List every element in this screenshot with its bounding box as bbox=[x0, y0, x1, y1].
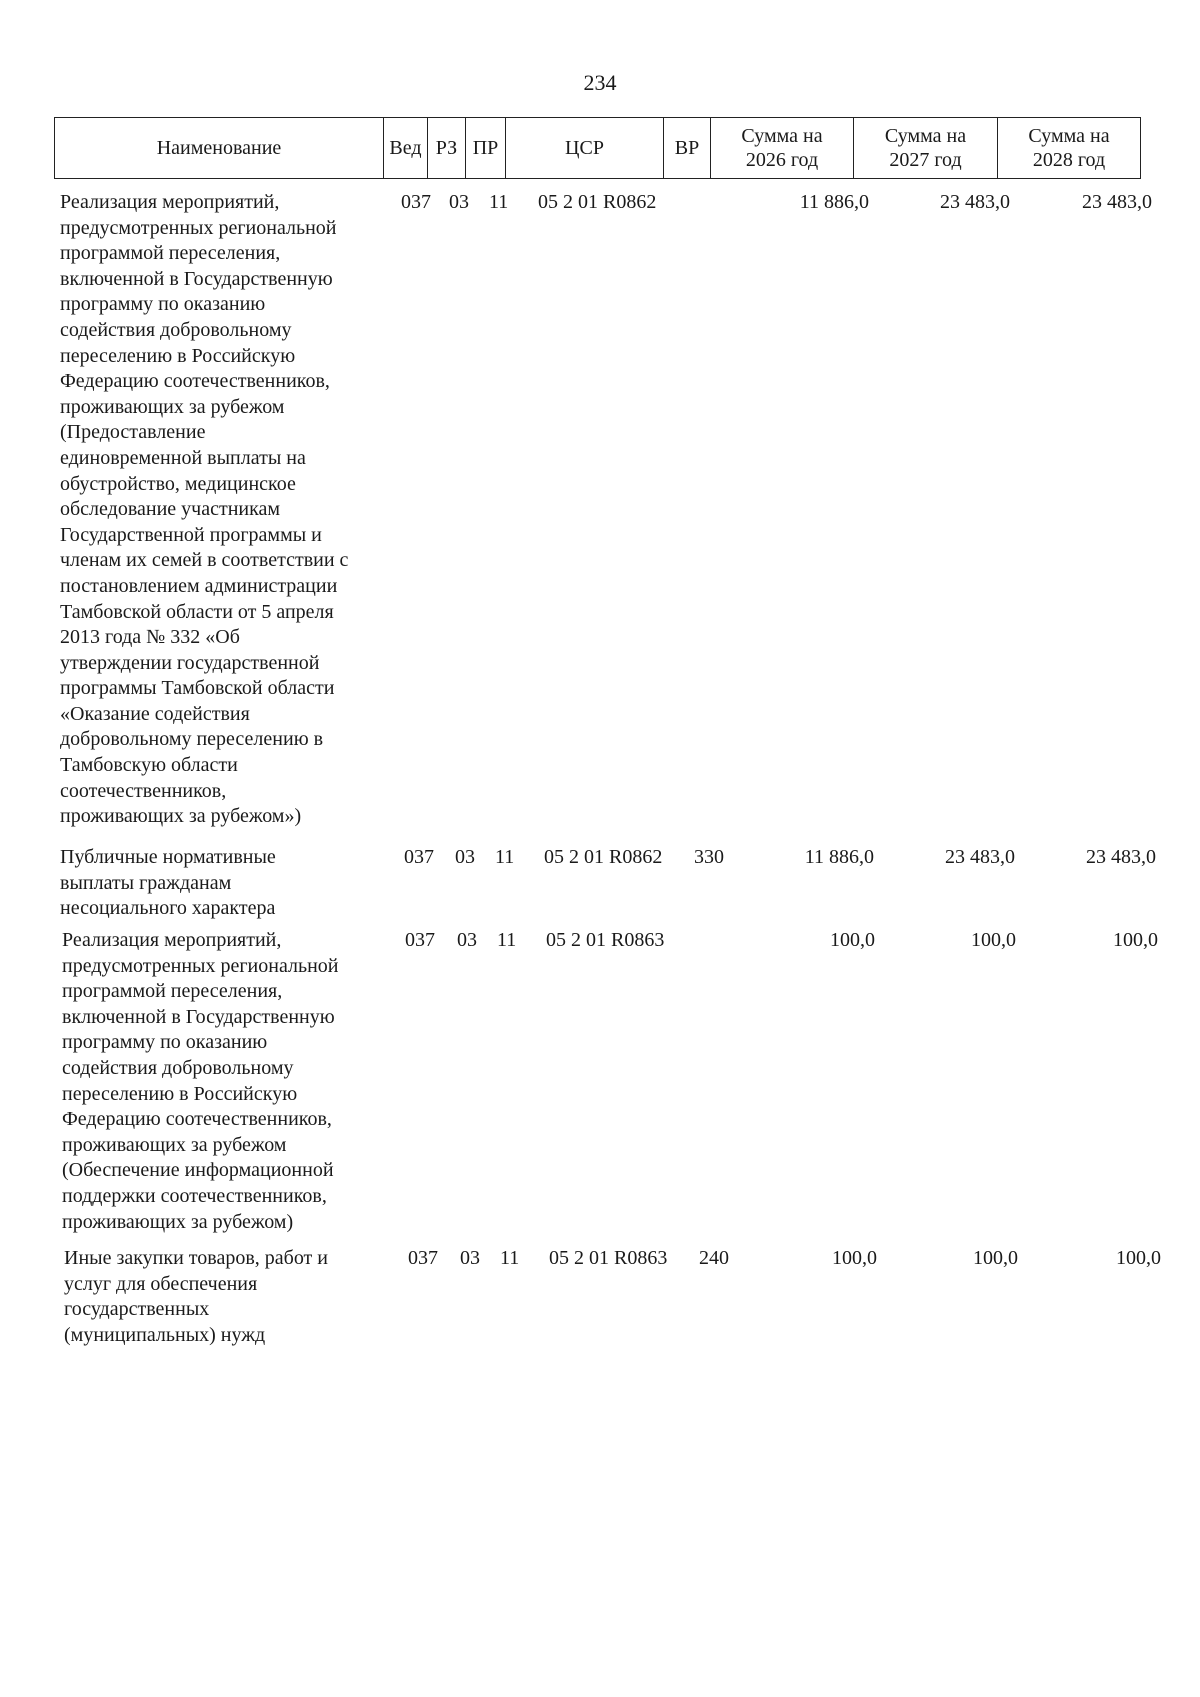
row-csr: 05 2 01 R0863 bbox=[549, 1247, 668, 1269]
header-vr: ВР bbox=[664, 118, 711, 179]
header-sum-2026: Сумма на 2026 год bbox=[711, 118, 854, 179]
header-sum-2027: Сумма на 2027 год bbox=[854, 118, 998, 179]
row-sum-2026: 11 886,0 bbox=[799, 191, 869, 213]
row-ved: 037 bbox=[405, 929, 435, 951]
header-name: Наименование bbox=[55, 118, 384, 179]
header-rz: РЗ bbox=[428, 118, 466, 179]
row-sum-2027: 100,0 bbox=[971, 929, 1016, 951]
row-ved: 037 bbox=[408, 1247, 438, 1269]
row-sum-2026: 11 886,0 bbox=[804, 846, 874, 868]
row-pr: 11 bbox=[497, 929, 517, 951]
row-sum-2028: 100,0 bbox=[1116, 1247, 1161, 1269]
row-rz: 03 bbox=[460, 1247, 480, 1269]
row-ved: 037 bbox=[404, 846, 434, 868]
row-pr: 11 bbox=[495, 846, 515, 868]
row-name: Иные закупки товаров, работ и услуг для обеспечения государственных (муниципальных) нужд bbox=[64, 1247, 329, 1346]
row-rz: 03 bbox=[455, 846, 475, 868]
header-ved: Вед bbox=[384, 118, 428, 179]
page-number: 234 bbox=[583, 70, 617, 95]
row-sum-2028: 23 483,0 bbox=[1082, 191, 1152, 213]
row-sum-2028: 100,0 bbox=[1113, 929, 1158, 951]
header-csr: ЦСР bbox=[506, 118, 664, 179]
row-pr: 11 bbox=[489, 191, 509, 213]
row-sum-2027: 23 483,0 bbox=[940, 191, 1010, 213]
row-sum-2026: 100,0 bbox=[830, 929, 875, 951]
row-pr: 11 bbox=[500, 1247, 520, 1269]
row-vr: 240 bbox=[699, 1247, 729, 1269]
row-rz: 03 bbox=[457, 929, 477, 951]
row-rz: 03 bbox=[449, 191, 469, 213]
row-csr: 05 2 01 R0863 bbox=[546, 929, 665, 951]
row-sum-2028: 23 483,0 bbox=[1086, 846, 1156, 868]
row-name: Публичные нормативные выплаты гражданам несоциального характера bbox=[60, 846, 276, 920]
header-pr: ПР bbox=[466, 118, 506, 179]
header-sum-2028: Сумма на 2028 год bbox=[998, 118, 1141, 179]
row-csr: 05 2 01 R0862 bbox=[544, 846, 663, 868]
row-name: Реализация мероприятий, предусмотренных региональной программой переселения, включенной в Государственную программу по оказанию содействия добровольному переселению в Российскую Федерацию соотечественников, проживающих за рубежом (Обеспечение информационной поддержки соотечественников, проживающих за рубежом) bbox=[62, 929, 339, 1233]
row-vr: 330 bbox=[694, 846, 724, 868]
row-sum-2026: 100,0 bbox=[832, 1247, 877, 1269]
row-sum-2027: 100,0 bbox=[973, 1247, 1018, 1269]
row-name: Реализация мероприятий, предусмотренных региональной программой переселения, включенной в Государственную программу по оказанию содействия добровольному переселению в Российскую Федерацию соотечественников, проживающих за рубежом (Предоставление единовременной выплаты на обустройство, медицинское обследование участникам Государственной программы и членам их семей в соответствии с постановлением администрации Тамбовской области от 5 апреля 2013 года № 332 «Об утверждении государственной программы Тамбовской области «Оказание содействия добровольному переселению в Тамбовскую области соотечественников, проживающих за рубежом») bbox=[60, 191, 349, 828]
table-header bbox=[54, 117, 1141, 179]
row-sum-2027: 23 483,0 bbox=[945, 846, 1015, 868]
row-ved: 037 bbox=[401, 191, 431, 213]
row-csr: 05 2 01 R0862 bbox=[538, 191, 657, 213]
